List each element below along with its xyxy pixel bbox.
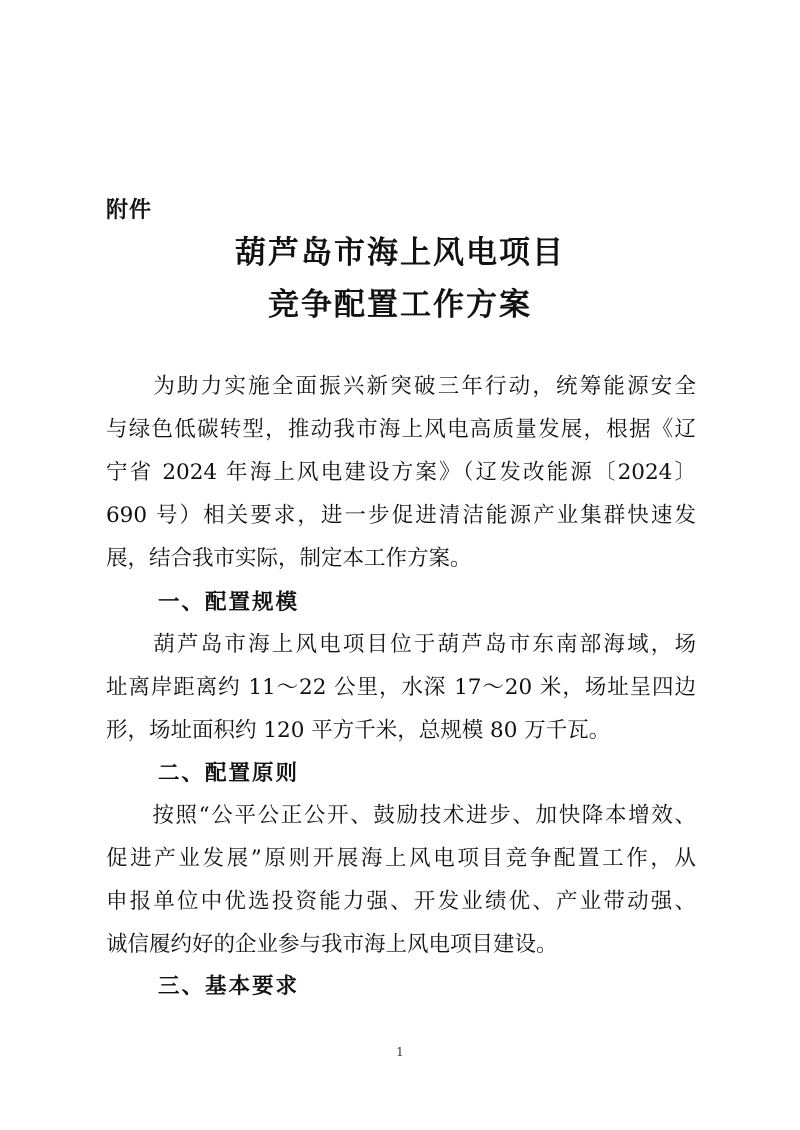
intro-line: 展，结合我市实际，制定本工作方案。 <box>106 546 472 571</box>
section-1-line: 形，场址面积约 120 平方千米，总规模 80 万千瓦。 <box>106 718 611 743</box>
intro-line: 为助力实施全面振兴新突破三年行动，统筹能源安全 <box>106 374 696 399</box>
attachment-label: 附件 <box>106 198 153 223</box>
section-2-line: 申报单位中优选投资能力强、开发业绩优、产业带动强、 <box>106 889 696 914</box>
document-title-line-1: 葫芦岛市海上风电项目 <box>235 235 565 271</box>
document-title-line-2: 竞争配置工作方案 <box>268 287 532 323</box>
section-2-line: 促进产业发展”原则开展海上风电项目竞争配置工作，从 <box>106 846 696 871</box>
intro-line: 与绿色低碳转型，推动我市海上风电高质量发展，根据《辽 <box>106 417 696 442</box>
intro-line: 宁省 2024 年海上风电建设方案》（辽发改能源〔2024〕 <box>106 460 696 485</box>
section-1-line: 址离岸距离约 11～22 公里，水深 17～20 米，场址呈四边 <box>106 675 696 700</box>
page-number: 1 <box>396 1045 404 1059</box>
section-heading-1: 一、配置规模 <box>158 590 300 615</box>
section-2-line: 按照“公平公正公开、鼓励技术进步、加快降本增效、 <box>106 803 696 828</box>
intro-line: 690 号）相关要求，进一步促进清洁能源产业集群快速发 <box>106 503 696 528</box>
section-1-line: 葫芦岛市海上风电项目位于葫芦岛市东南部海域，场 <box>106 632 696 657</box>
section-heading-2: 二、配置原则 <box>158 761 300 786</box>
section-2-line: 诚信履约好的企业参与我市海上风电项目建设。 <box>106 932 558 957</box>
section-heading-3: 三、基本要求 <box>158 974 300 999</box>
